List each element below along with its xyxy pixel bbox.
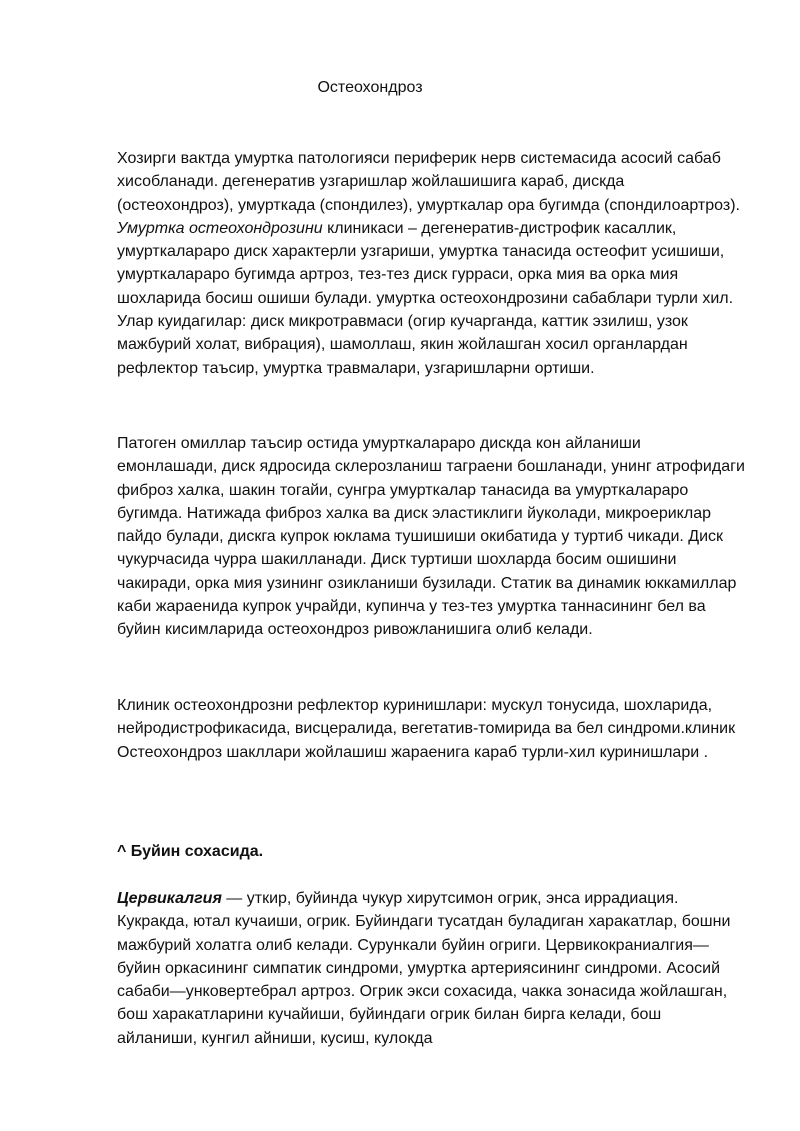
paragraph-intro-text-2: клиникаси – дегенератив-дистрофик касаллик, умурткалараро диск характерли узгариши, умуртка танасида остеофит усишиши, умурткалараро бугимда артроз, тез-тез диск гурраси, орка мия ва орка мия шохларида босиш ошиши булади. умуртка остеохондрозини сабаблари турли хил. Улар куидагилар: диск микротравмаси (огир кучарганда, каттик эзилиш, узок мажбурий холат, вибрация), шамоллаш, якин жойлашган хосил органлардан рефлектор таъсир, умуртка травмалари, узгаришларни ортиши. <box>117 219 734 377</box>
document-title: Остеохондроз <box>317 79 423 96</box>
paragraph-cervicalgia <box>117 887 745 1050</box>
paragraph-intro-text-1: Хозирги вактда умуртка патологияси периферик нерв системасида асосий сабаб хисобланади. дегенератив узгаришлар жойлашишига караб, дискда (остеохондроз), умурткада (спондилез), умурткалар ора бугимда (спондилоартроз). <box>117 150 740 214</box>
paragraph-intro-italic: Умуртка остеохондрозини <box>117 219 323 237</box>
term-cervicalgia: Цервикалгия <box>117 890 222 907</box>
paragraph-intro <box>117 147 745 380</box>
section-heading-neck: ^ Буйин сохасида. <box>117 843 264 860</box>
paragraph-clinical-forms: Клиник остеохондрозни рефлектор куринишлари: мускул тонусида, шохларида, нейродистрофикасида, висцералида, вегетатив-томирида ва бел синдроми.клиник Остеохондроз шакллари жойлашиш жараенига караб турли-хил куринишлари . <box>117 697 736 761</box>
paragraph-cervicalgia-text: — уткир, буйинда чукур хирутсимон огрик, энса иррадиация. Кукракда, ютал кучаиши, огрик. Буйиндаги тусатдан буладиган харакатлар, бошни мажбурий холатга олиб келади. Сурункали буйин огриги. Цервикокраниалгия—буйин оркасининг симпатик синдроми, умуртка артериясининг синдроми. Асосий сабаби—унковертебрал артроз. Огрик экси сохасида, чакка зонасида жойлашган, бош харакатларини кучайиши, буйиндаги огрик билан бирга келади, бош айланиши, кунгил айниши, кусиш, кулокда <box>117 890 731 1047</box>
paragraph-pathogenesis: Патоген омиллар таъсир остида умурткалараро дискда кон айланиши емонлашади, диск ядросида склерозланиш таграени бошланади, унинг атрофидаги фиброз халка, шакин тогайи, сунгра умурткалар танасида ва умурткалараро бугимда. Натижада фиброз халка ва диск эластиклиги йуколади, микроериклар пайдо булади, дискга купрок юклама тушишиши окибатида у туртиб чикади. Диск чукурчасида чурра шакилланади. Диск туртиши шохларда босим ошишини чакиради, орка мия узининг озикланиши бузилади. Статик ва динамик юккамиллар каби жараенида купрок учрайди, купинча у тез-тез умуртка таннасининг бел ва буйин кисимларида остеохондроз ривожланишига олиб келади. <box>117 435 745 639</box>
